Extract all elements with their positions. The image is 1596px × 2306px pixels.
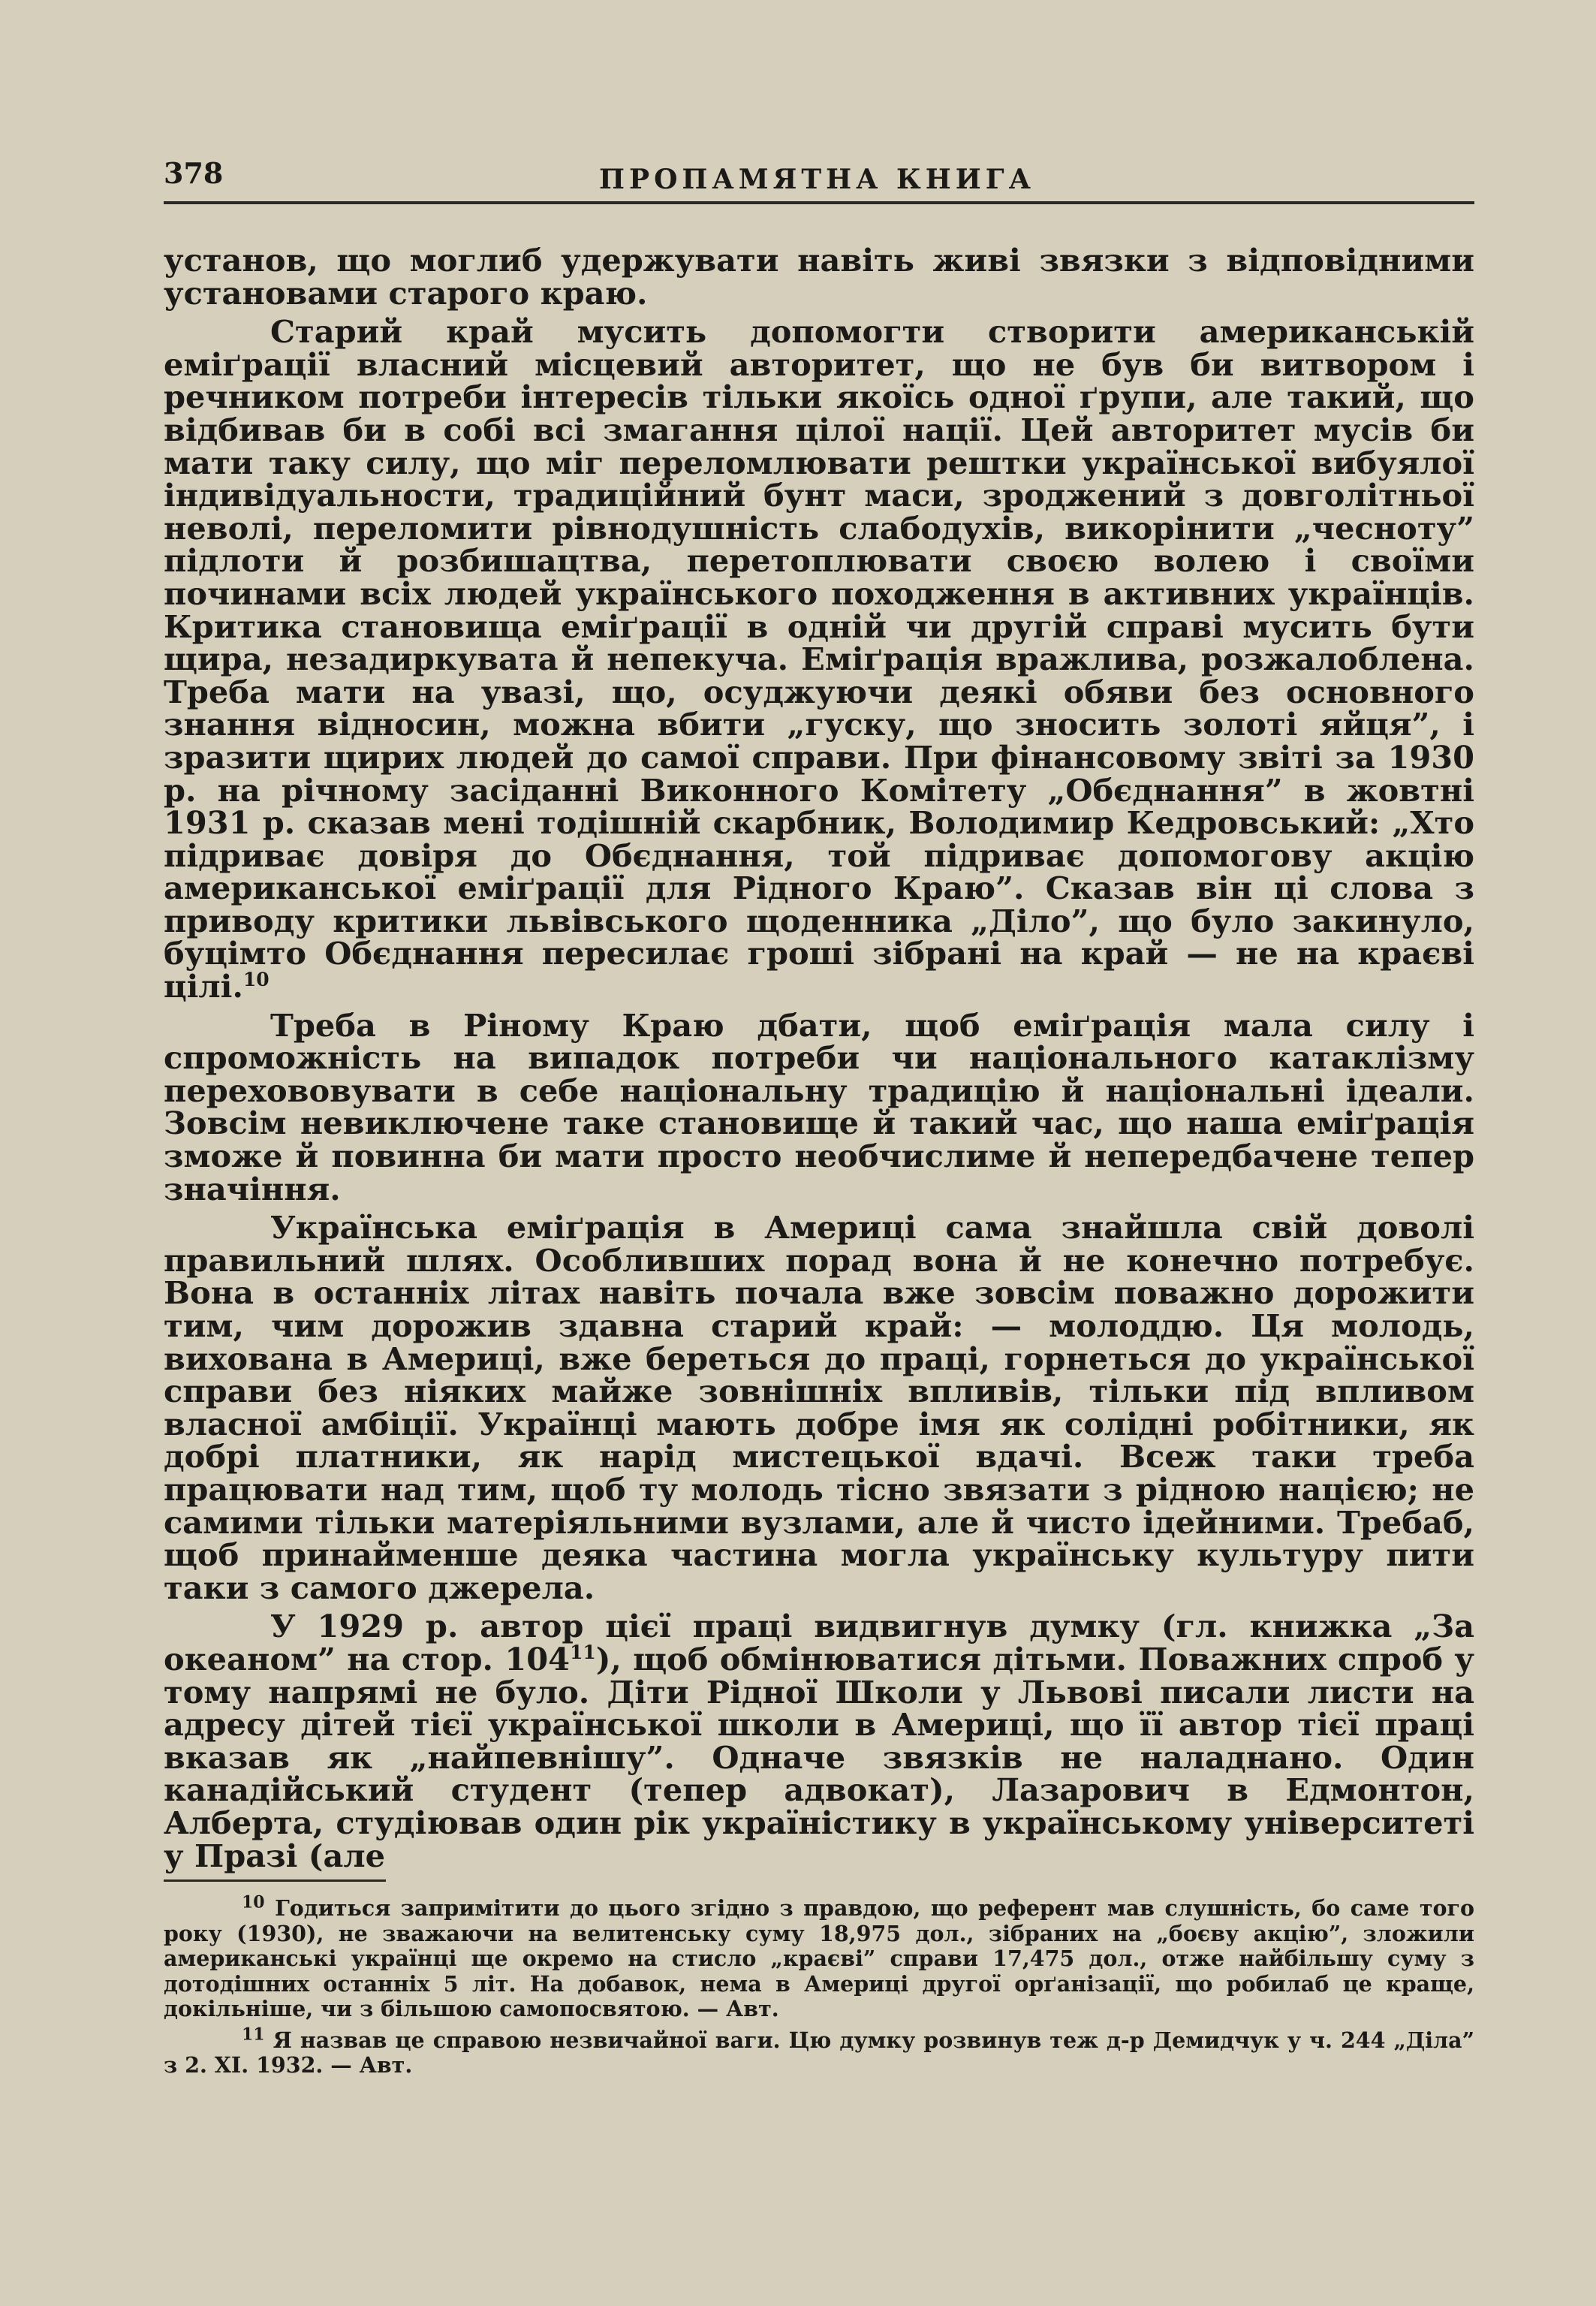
footnote-reference: 10 [242, 969, 270, 991]
paragraph [164, 1006, 1474, 1207]
footnotes [164, 1892, 1474, 2084]
footnote-mark: 10 [242, 1892, 265, 1913]
paragraph-text: Українська еміґрація в Америці сама знайшла свій доволі правильний шлях. Особливших порад вона й не конечно потребує. Вона в останніх літах навіть почала вже зовсім поважно дорожити тим, чим дорожив здавна старий край: — молоддю. Ця молодь, вихована в Америці, вже береться до праці, горнеться до української справи без ніяких майже зовнішніх впливів, тільки під впливом власної амбіції. Українці мають добре імя як солідні робітники, як добрі платники, як нарід мистецької вдачі. Всеж таки треба працювати над тим, щоб ту молодь тісно звязати з рідною нацією; не самими тільки матеріяльними вузлами, але й чисто ідейними. Требаб, щоб принайменше деяка частина могла українську культуру пити таки з самого джерела. [164, 1209, 1474, 1606]
footnote [164, 2024, 1474, 2078]
page-header [164, 149, 1474, 204]
body-text [164, 244, 1474, 1878]
footnote-reference: 11 [569, 1641, 596, 1664]
running-title: ПРОПАМЯТНА КНИГА [599, 164, 1035, 195]
footnote-text: Я назвав це справою незвичайної ваги. Цю думку розвинув теж д-р Демидчук у ч. 244 „Діла” з 2. ХІ. 1932. — Авт. [164, 2027, 1474, 2078]
page-number: 378 [164, 156, 224, 190]
paragraph-text: Старий край мусить допомогти створити американській еміґрації власний місцевий авторитет, що не був би витвором і речником потреби інтересів тільки якоїсь одної ґрупи, але такий, що відбивав би в собі всі змагання цілої нації. Цей авторитет мусів би мати таку силу, що міг переломлювати рештки української вибуялої індивідуальности, традиційний бунт маси, зроджений з довголітньої неволі, переломити рівнодушність слабодухів, викорінити „чесноту” підлоти й розбишацтва, перетоплювати своєю волею і своїми починами всіх людей українського походження в активних українців. Критика становища еміґрації в одній чи другій справі мусить бути щира, незадиркувата й непекуча. Еміґрація вражлива, розжалоблена. Треба мати на увазі, що, осуджуючи деякі обяви без основного знання відносин, можна вбити „гуску, що зносить золоті яйця”, і зразити щирих людей до самої справи. При фінансовому звіті за 1930 р. на річному засіданні Виконного Комітету „Обєднання” в жовтні 1931 р. сказав мені тодішній скарбник, Володимир Кедровський: „Хто підриває довіря до Обєднання, той підриває допомогову акцію американської еміґрації для Рідного Краю”. Сказав він ці слова з приводу критики львівського щоденника „Діло”, що було закинуло, буцімто Обєднання пересилає гроші зібрані на край — не на краєві цілі. [164, 313, 1474, 1005]
footnote-mark: 11 [242, 2024, 265, 2044]
paragraph-continued [164, 242, 1474, 312]
paragraph-text: ), щоб обмінюватися дітьми. Поважних спроб у тому напрямі не було. Діти Рідної Школи у Львові писали листи на адресу дітей тієї української школи в Америці, що її автор тієї праці вказав як „найпевнішу”. Одначе звязків не наладнано. Один канадійський студент (тепер адвокат), Лазарович в Едмонтон, Алберта, студіював один рік україністику в українському університеті у Празі (але [164, 1640, 1474, 1874]
paragraph-text: установ, що моглиб удержувати навіть живі звязки з відповідними установами старого краю. [164, 242, 1474, 312]
paragraph [164, 1610, 1474, 1872]
footnote-text: Годиться запримітити до цього згідно з правдою, що референт мав слушність, бо саме того року (1930), не зважаючи на велитенську суму 18,975 дол., зібраних на „бoєву акцію”, зложили американські українці ще окремо на стисло „краєві” справи 17,475 дол., отже найбільшу суму з дотодішних останніх 5 літ. На добавок, нема в Америці другої орґанізації, що робилаб це краще, докільніше, чи з більшою самопосвятою. — Авт. [164, 1895, 1474, 2021]
paragraph [164, 313, 1474, 1005]
footnote-separator [164, 1879, 386, 1882]
paragraph-text: У 1929 р. автор цієї праці видвигнув думку (гл. книжка „За океаном” на стор. 104 [164, 1608, 1474, 1678]
paragraph-text: Треба в Ріному Краю дбати, щоб еміґрація мала силу і спроможність на випадок потреби чи національного катаклізму перехововувати в себе національну традицію й національні ідеали. Зовсім невиключене таке становище й такий час, що наша еміґрація зможе й повинна би мати просто необчислиме й непередбачене тепер значіння. [164, 1006, 1474, 1207]
paragraph [164, 1211, 1474, 1604]
footnote [164, 1892, 1474, 2022]
